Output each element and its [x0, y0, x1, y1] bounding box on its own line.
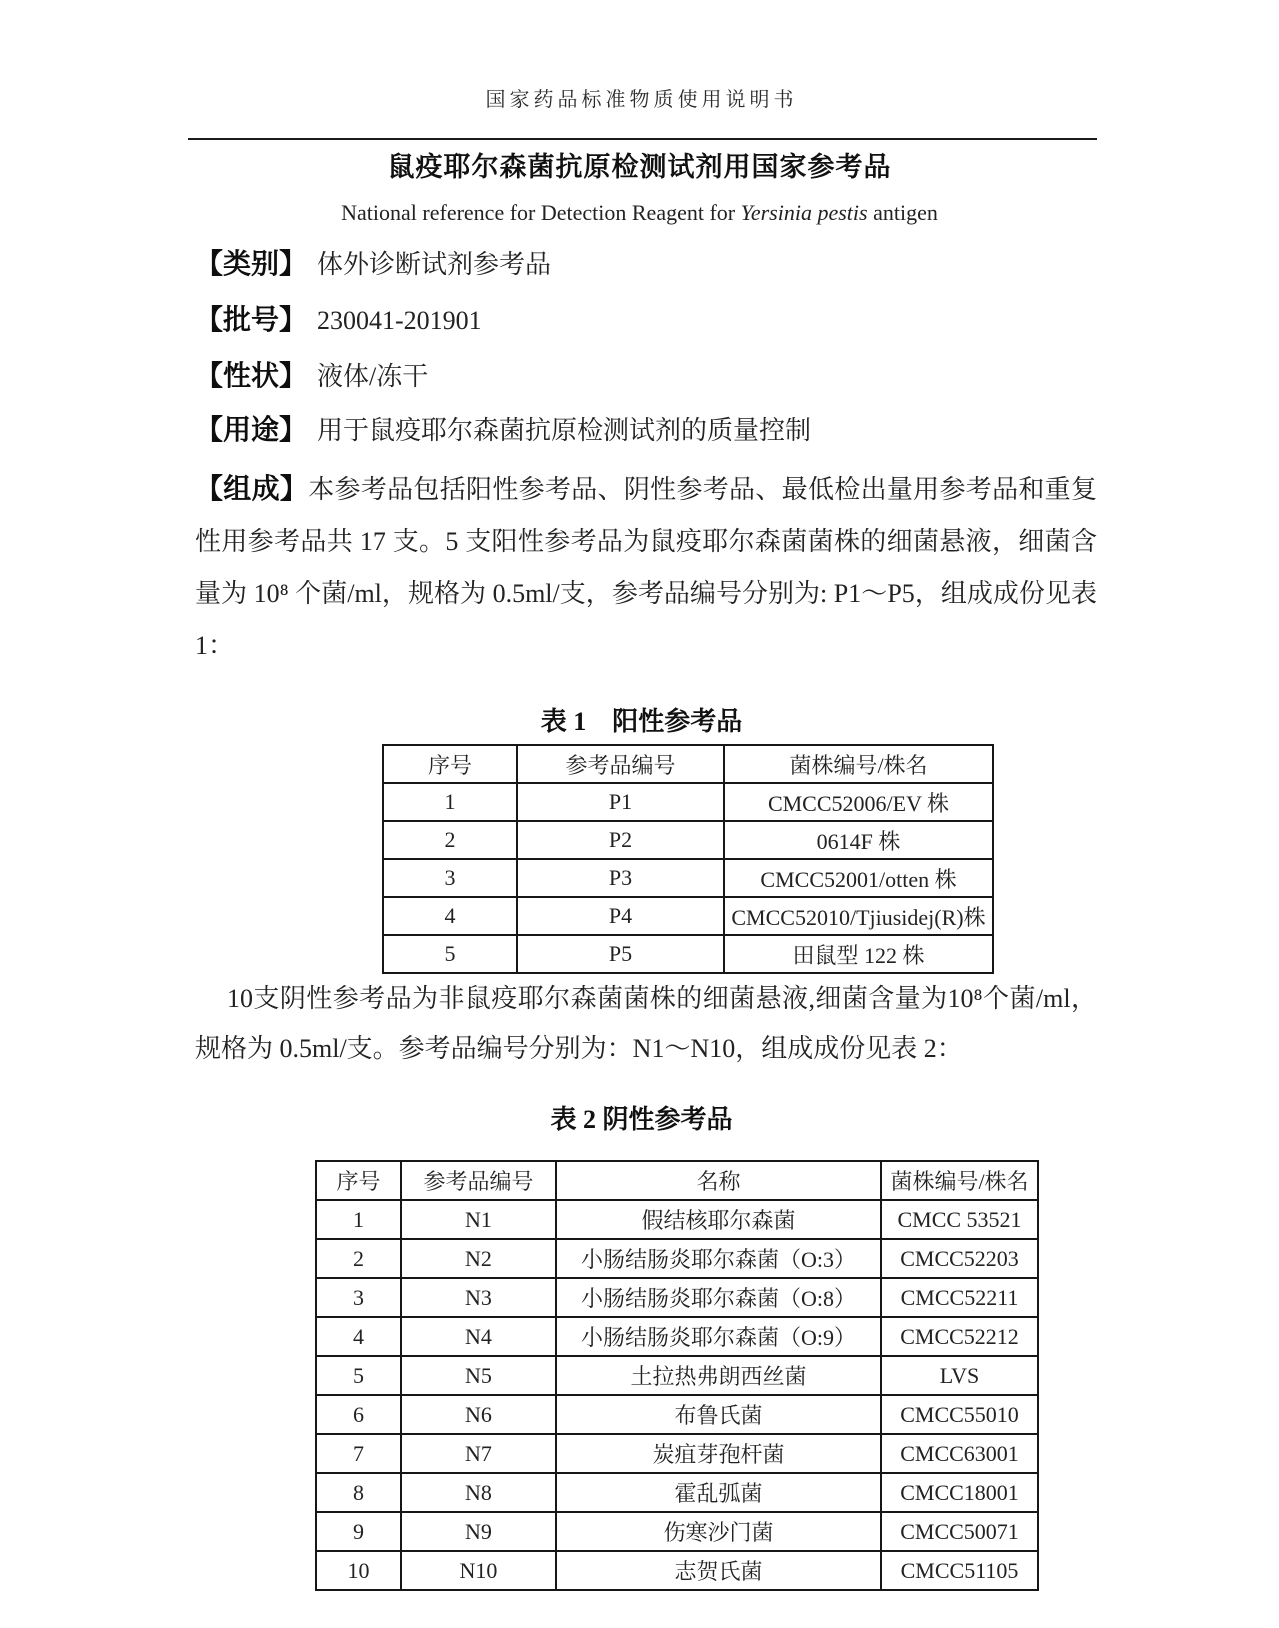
field-row-category: [195, 246, 1097, 288]
composition-paragraph: [195, 464, 1097, 672]
composition-line: 性用参考品共 17 支。5 支阳性参考品为鼠疫耶尔森菌菌株的细菌悬液，细菌含: [195, 527, 1097, 556]
cell-seq: 8: [316, 1473, 401, 1512]
paragraph-line: 10支阴性参考品为非鼠疫耶尔森菌菌株的细菌悬液,细菌含量为10⁸个菌/ml，: [227, 984, 1097, 1013]
cell-name: 小肠结肠炎耶尔森菌（O:9）: [556, 1317, 881, 1356]
cell-strain: CMCC51105: [881, 1551, 1038, 1590]
table-row: [383, 935, 993, 973]
field-value: 用于鼠疫耶尔森菌抗原检测试剂的质量控制: [317, 416, 812, 445]
doc-title: 鼠疫耶尔森菌抗原检测试剂用国家参考品: [387, 152, 892, 182]
cell-ref-code: N5: [401, 1356, 556, 1395]
cell-ref-code: N4: [401, 1317, 556, 1356]
cell-ref-code: P5: [517, 935, 724, 973]
cell-seq: 5: [383, 935, 517, 973]
negative-reference-paragraph: [195, 974, 1097, 1074]
paragraph-line: 规格为 0.5ml/支。参考品编号分别为：N1～N10，组成成份见表 2：: [195, 1034, 963, 1063]
column-header-seq: 序号: [383, 745, 517, 783]
cell-name: 伤寒沙门菌: [556, 1512, 881, 1551]
table-row: [316, 1317, 1038, 1356]
column-header-strain: 菌株编号/株名: [881, 1161, 1038, 1200]
column-header-ref-code: 参考品编号: [517, 745, 724, 783]
field-value: 体外诊断试剂参考品: [317, 250, 552, 279]
cell-ref-code: N7: [401, 1434, 556, 1473]
field-label: 【性状】: [195, 361, 308, 392]
doc-subtitle: [0, 198, 1279, 228]
cell-name: 小肠结肠炎耶尔森菌（O:3）: [556, 1239, 881, 1278]
cell-strain: 田鼠型 122 株: [724, 935, 993, 973]
table-row: [316, 1512, 1038, 1551]
table-body: [316, 1200, 1038, 1590]
table-row: [383, 783, 993, 821]
cell-strain: CMCC52212: [881, 1317, 1038, 1356]
table-row: [383, 897, 993, 935]
subtitle-text-after: antigen: [867, 200, 938, 225]
field-value: 液体/冻干: [317, 362, 429, 391]
table-header-row: [316, 1161, 1038, 1200]
cell-seq: 2: [316, 1239, 401, 1278]
table-row: [316, 1200, 1038, 1239]
cell-seq: 2: [383, 821, 517, 859]
doc-header-text: 国家药品标准物质使用说明书: [485, 89, 798, 111]
composition-line: 1：: [195, 631, 235, 660]
cell-ref-code: P3: [517, 859, 724, 897]
cell-seq: 4: [316, 1317, 401, 1356]
table-row: [316, 1239, 1038, 1278]
table-row: [383, 821, 993, 859]
cell-ref-code: N2: [401, 1239, 556, 1278]
table-body: [383, 783, 993, 973]
field-row-appearance: [195, 358, 1097, 400]
table-header-row: [383, 745, 993, 783]
cell-ref-code: P4: [517, 897, 724, 935]
cell-strain: CMCC52211: [881, 1278, 1038, 1317]
cell-strain: CMCC52203: [881, 1239, 1038, 1278]
cell-ref-code: N3: [401, 1278, 556, 1317]
table-row: [316, 1356, 1038, 1395]
cell-strain: CMCC50071: [881, 1512, 1038, 1551]
cell-ref-code: N1: [401, 1200, 556, 1239]
negative-reference-table: [315, 1160, 1039, 1591]
cell-ref-code: N8: [401, 1473, 556, 1512]
subtitle-species-name: Yersinia pestis: [740, 200, 868, 225]
cell-seq: 3: [316, 1278, 401, 1317]
composition-line: [195, 464, 1097, 516]
cell-seq: 10: [316, 1551, 401, 1590]
cell-strain: 0614F 株: [724, 821, 993, 859]
cell-ref-code: N10: [401, 1551, 556, 1590]
composition-text: 本参考品包括阳性参考品、阴性参考品、最低检出量用参考品和重复: [308, 475, 1097, 504]
cell-name: 小肠结肠炎耶尔森菌（O:8）: [556, 1278, 881, 1317]
positive-reference-table: [382, 744, 994, 974]
cell-strain: CMCC63001: [881, 1434, 1038, 1473]
field-value: 230041-201901: [317, 306, 482, 335]
cell-strain: CMCC52001/otten 株: [724, 859, 993, 897]
cell-seq: 7: [316, 1434, 401, 1473]
cell-seq: 1: [383, 783, 517, 821]
header-divider: [188, 138, 1097, 140]
cell-strain: LVS: [881, 1356, 1038, 1395]
table2-caption: 表 2 阴性参考品: [550, 1105, 733, 1134]
cell-strain: CMCC52010/Tjiusidej(R)株: [724, 897, 993, 935]
cell-ref-code: P1: [517, 783, 724, 821]
table-row: [316, 1551, 1038, 1590]
composition-line: 量为 10⁸ 个菌/ml，规格为 0.5ml/支，参考品编号分别为: P1～P5，组成成份见表: [195, 579, 1097, 608]
column-header-name: 名称: [556, 1161, 881, 1200]
table-row: [316, 1473, 1038, 1512]
cell-seq: 1: [316, 1200, 401, 1239]
cell-ref-code: N6: [401, 1395, 556, 1434]
field-row-usage: [195, 412, 1097, 454]
cell-seq: 3: [383, 859, 517, 897]
field-row-lot-number: [195, 302, 1097, 344]
column-header-strain: 菌株编号/株名: [724, 745, 993, 783]
cell-seq: 4: [383, 897, 517, 935]
cell-strain: CMCC 53521: [881, 1200, 1038, 1239]
cell-ref-code: P2: [517, 821, 724, 859]
cell-name: 布鲁氏菌: [556, 1395, 881, 1434]
table-row: [383, 859, 993, 897]
cell-strain: CMCC52006/EV 株: [724, 783, 993, 821]
field-label: 【批号】: [195, 305, 308, 336]
cell-name: 假结核耶尔森菌: [556, 1200, 881, 1239]
cell-seq: 6: [316, 1395, 401, 1434]
cell-strain: CMCC18001: [881, 1473, 1038, 1512]
column-header-ref-code: 参考品编号: [401, 1161, 556, 1200]
column-header-seq: 序号: [316, 1161, 401, 1200]
cell-name: 志贺氏菌: [556, 1551, 881, 1590]
table-row: [316, 1395, 1038, 1434]
cell-name: 土拉热弗朗西丝菌: [556, 1356, 881, 1395]
field-label: 【类别】: [195, 249, 308, 280]
field-label: 【用途】: [195, 415, 308, 446]
table1-caption: 表 1 阳性参考品: [540, 707, 743, 736]
table-row: [316, 1434, 1038, 1473]
cell-name: 霍乱弧菌: [556, 1473, 881, 1512]
cell-strain: CMCC55010: [881, 1395, 1038, 1434]
cell-seq: 5: [316, 1356, 401, 1395]
field-label: 【组成】: [195, 474, 309, 505]
cell-seq: 9: [316, 1512, 401, 1551]
cell-ref-code: N9: [401, 1512, 556, 1551]
table-row: [316, 1278, 1038, 1317]
subtitle-text-before: National reference for Detection Reagent for: [341, 200, 741, 225]
cell-name: 炭疽芽孢杆菌: [556, 1434, 881, 1473]
